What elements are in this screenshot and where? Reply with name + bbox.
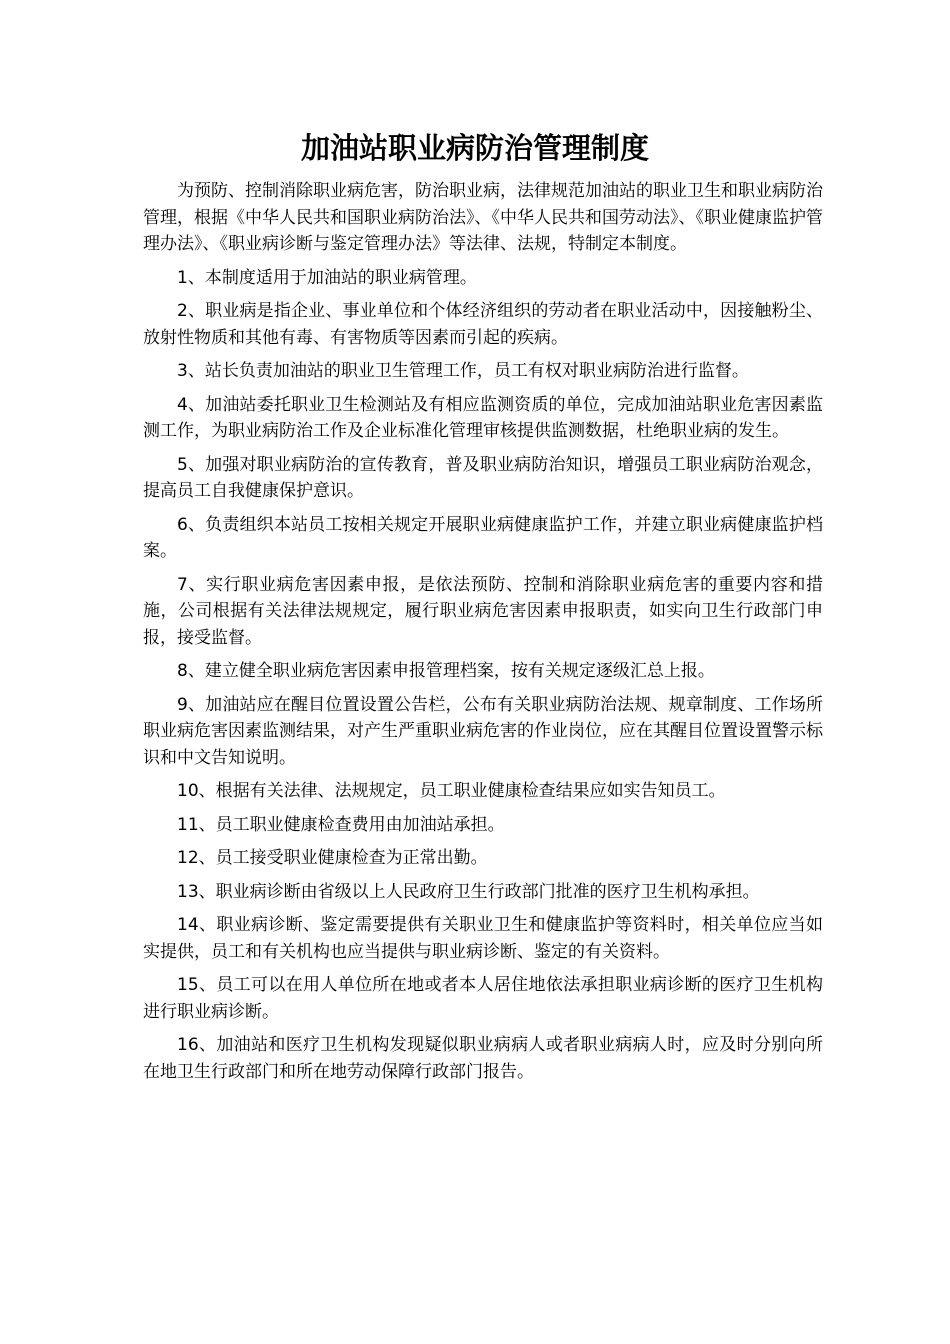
clause-12: 12、员工接受职业健康检查为正常出勤。 [177, 848, 488, 868]
clause-2: 2、职业病是指企业、事业单位和个体经济组织的劳动者在职业活动中，因接触粉尘、放射性物质和其他有毒、有害物质等因素而引起的疾病。 [143, 301, 823, 348]
clause-7: 7、实行职业病危害因素申报，是依法预防、控制和消除职业病危害的重要内容和措施，公司根据有关法律法规规定，履行职业病危害因素申报职责，如实向卫生行政部门申报，接受监督。 [143, 574, 823, 648]
clause-11: 11、员工职业健康检查费用由加油站承担。 [177, 814, 505, 835]
clause-9: 9、加油站应在醒目位置设置公告栏，公布有关职业病防治法规、规章制度、工作场所职业病危害因素监测结果，对产生严重职业病危害的作业岗位，应在其醒目位置设置警示标识和中文告知说明。 [143, 694, 823, 768]
clause-14: 14、职业病诊断、鉴定需要提供有关职业卫生和健康监护等资料时，相关单位应当如实提供，员工和有关机构也应当提供与职业病诊断、鉴定的有关资料。 [143, 915, 823, 962]
clause-1: 1、本制度适用于加油站的职业病管理。 [177, 267, 477, 288]
clause-8: 8、建立健全职业病危害因素申报管理档案，按有关规定逐级汇总上报。 [177, 661, 715, 681]
clause-3: 3、站长负责加油站的职业卫生管理工作，员工有权对职业病防治进行监督。 [177, 361, 749, 381]
clause-15: 15、员工可以在用人单位所在地或者本人居住地依法承担职业病诊断的医疗卫生机构进行职业病诊断。 [143, 975, 823, 1022]
clause-6: 6、负责组织本站员工按相关规定开展职业病健康监护工作，并建立职业病健康监护档案。 [143, 514, 823, 561]
clause-13: 13、职业病诊断由省级以上人民政府卫生行政部门批准的医疗卫生机构承担。 [177, 881, 760, 902]
document-body [143, 178, 823, 1092]
clause-10: 10、根据有关法律、法规规定，员工职业健康检查结果应如实告知员工。 [177, 781, 726, 801]
clause-4: 4、加油站委托职业卫生检测站及有相应监测资质的单位，完成加油站职业危害因素监测工作，为职业病防治工作及企业标准化管理审核提供监测数据，杜绝职业病的发生。 [143, 394, 823, 441]
document-title: 加油站职业病防治管理制度 [300, 131, 649, 165]
intro-paragraph: 为预防、控制消除职业病危害，防治职业病，法律规范加油站的职业卫生和职业病防治管理，根据《中华人民共和国职业病防治法》、《中华人民共和国劳动法》、《职业健康监护管理办法》、《职业病诊断与鉴定管理办法》等法律、法规，特制定本制度。 [143, 181, 823, 254]
clause-5: 5、加强对职业病防治的宣传教育，普及职业病防治知识，增强员工职业病防治观念，提高员工自我健康保护意识。 [143, 454, 823, 501]
clause-16: 16、加油站和医疗卫生机构发现疑似职业病病人或者职业病病人时，应及时分别向所在地卫生行政部门和所在地劳动保障行政部门报告。 [143, 1035, 823, 1082]
